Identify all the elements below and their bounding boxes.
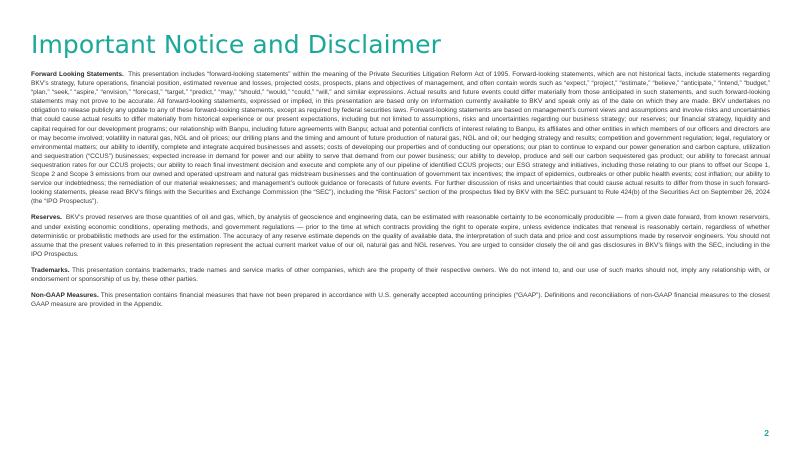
forward-looking-statements-paragraph xyxy=(31,70,770,206)
non-gaap-measures-paragraph xyxy=(31,291,770,309)
non-gaap-measures-heading: Non-GAAP Measures. xyxy=(31,292,99,300)
forward-looking-statements-heading: Forward Looking Statements. xyxy=(31,71,124,78)
page-title: Important Notice and Disclaimer xyxy=(31,30,441,59)
trademarks-paragraph xyxy=(31,266,770,284)
trademarks-body: This presentation contains trademarks, trade names and service marks of other companies, which are the property of their respective owners. We do not intend to, and our use of such marks should not, imply any relationship with, or endorsement or sponsorship of us by, these other parties. xyxy=(31,266,771,283)
trademarks-heading: Trademarks. xyxy=(31,266,70,274)
reserves-body: BKV’s proved reserves are those quantities of oil and gas, which, by analysis of geoscience and engineering data, can be estimated with reasonable certainty to be economically producible — from a given date forward, from known reservoirs, and under existing economic conditions, operating methods, and government regulations — prior to the time at which contracts providing the right to operate expire, unless evidence indicates that renewal is reasonably certain, regardless of whether deterministic or probabilistic methods are used for the estimation. The accuracy of any reserve estimate depends on the quality of available data, the interpretation of such data and price and cost assumptions made by reservoir engineers. You should not assume that the present values referred to in this presentation represent the actual current market value of our oil, natural gas and NGL reserves. You are urged to consider closely the oil and gas disclosures in BKV’s filings with the SEC, including in the IPO Prospectus. xyxy=(31,214,770,258)
forward-looking-statements-body: This presentation includes “forward-looking statements” within the meaning of the Private Securities Litigation Reform Act of 1995. Forward-looking statements, which are not historical facts, include statements regarding BKV’s strategy, future operations, financial position, estimated revenue and losses, projected costs, prospects, plans and objectives of management, and often contain words such as “expect,” “project,” “estimate,” “believe,” “anticipate,” “intend,” “budget,” “plan,” “seek,” “aspire,” “envision,” “forecast,” “target,” “predict,” “may,” “should,” “would,” “could,” “will,” and similar expressions. Actual results and future events could differ materially from those anticipated in such statements, and such forward-looking statements may not prove to be accurate. All forward-looking statements, expressed or implied, in this presentation are based only on information currently available to BKV and speak only as of the date on which they are made. BKV undertakes no obligation to release publicly any update to any of these forward-looking statements, except as required by federal securities laws. Forward-looking statements are based on management’s current views and assumptions and involve risks and uncertainties that could cause actual results to differ materially from historical experience or our present expectations, including but not limited to assumptions, risks and uncertainties regarding our business strategy; our reserves; our financial strategy, liquidity and capital required for our development programs; our relationship with Banpu, including future agreements with Banpu; actual and potential conflicts of interest relating to Banpu, its affiliates and other entities in which members of our officers and directors are or may become involved; volatility in natural gas, NGL and oil prices; our drilling plans and the timing and amount of future production of natural gas, NGL and oil; our hedging strategy and results; competition and government regulation; legal, regulatory or environmental matters; our ability to identify, complete and integrate acquired businesses and assets; costs of developing our properties and of conducting our operations; our plan to continue to expand our power generation and carbon capture, utilization and sequestration (“CCUS”) businesses; expected increase in demand for power and our ability to serve that demand from our power business; our ability to develop, produce and sell our carbon sequestered gas product; our ability to forecast annual sequestration rates for our CCUS projects; our ability to reach final investment decision and execute and complete any of our pipeline of identified CCUS projects; our ESG strategy and initiatives, including those relating to our plans to offset our Scope 1, Scope 2 and Scope 3 emissions from our owned and operated upstream and natural gas midstream businesses and the continuation of government tax incentives; the impact of epidemics, outbreaks or other public health events; cost inflation; our ability to service our indebtedness; the remediation of our material weaknesses; and management’s outlook guidance or forecasts of future events. For further discussion of risks and uncertainties that could cause actual results to differ from those in such forward-looking statements, please read BKV’s filings with the Securities and Exchange Commission (the “SEC”), including the “Risk Factors” section of the prospectus filed by BKV with the SEC pursuant to Rule 424(b) of the Securities Act on September 26, 2024 (the “IPO Prospectus”). xyxy=(31,71,770,206)
reserves-paragraph xyxy=(31,213,770,258)
page-number: 2 xyxy=(764,428,769,438)
non-gaap-measures-body: This presentation contains financial measures that have not been prepared in accordance with U.S. generally accepted accounting principles (“GAAP”). Definitions and reconciliations of non-GAAP financial measures to the closest GAAP measure are provided in the Appendix. xyxy=(31,292,771,309)
reserves-heading: Reserves. xyxy=(31,214,62,222)
